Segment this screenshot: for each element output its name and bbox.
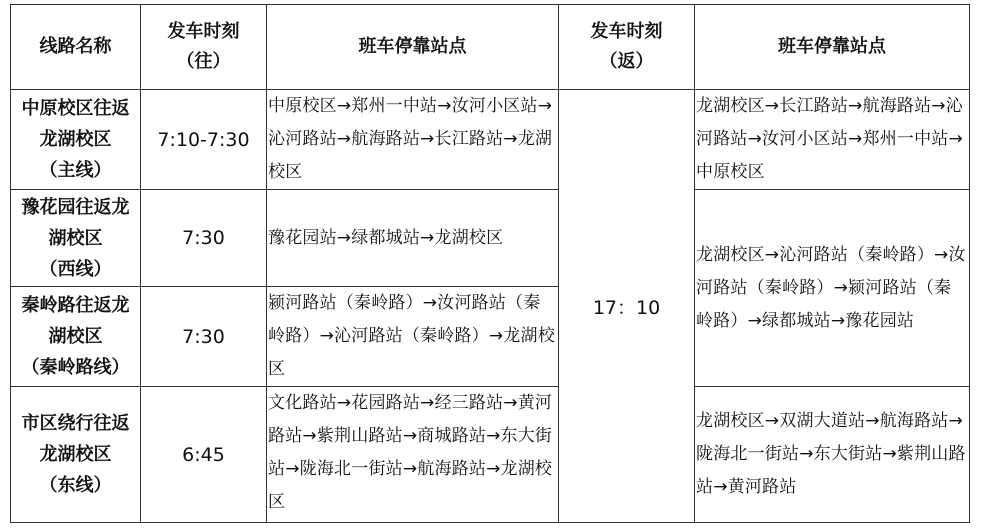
route-name-line: （东线）	[39, 475, 112, 496]
header-stops-out: 班车停靠站点	[267, 5, 559, 90]
route-name-line: 秦岭路往返龙	[21, 295, 130, 316]
stops-back-cell: 龙湖校区→沁河路站（秦岭路）→汝河路站（秦岭路）→颍河路站（秦岭路）→绿都城站→豫花园站	[695, 190, 970, 387]
stops-back-cell: 龙湖校区→长江路站→航海路站→沁河路站→汝河小区站→郑州一中站→中原校区	[695, 90, 970, 190]
route-name-line: 龙湖校区	[39, 444, 112, 465]
depart-out-cell: 7:30	[141, 287, 267, 387]
stops-out-cell: 中原校区→郑州一中站→汝河小区站→沁河路站→航海路站→长江路站→龙湖校区	[267, 90, 559, 190]
route-name-line: 龙湖校区	[39, 129, 112, 150]
header-route-name: 线路名称	[11, 5, 141, 90]
depart-out-cell: 6:45	[141, 387, 267, 523]
bus-schedule-table	[10, 4, 970, 523]
route-name-cell	[11, 287, 141, 387]
header-stops-back: 班车停靠站点	[695, 5, 970, 90]
header-depart-out-line2: （往）	[176, 51, 231, 72]
route-name-line: （秦岭路线）	[21, 357, 130, 378]
route-name-line: 湖校区	[48, 227, 103, 249]
route-name-line: （主线）	[39, 160, 112, 181]
depart-out-cell: 7:30	[141, 190, 267, 287]
route-name-line: （西线）	[39, 258, 112, 280]
route-name-line: 市区绕行往返	[21, 413, 130, 434]
stops-out-cell: 文化路站→花园路站→经三路站→黄河路站→紫荆山路站→商城路站→东大街站→陇海北一街站→航海路站→龙湖校区	[267, 387, 559, 523]
route-name-cell	[11, 387, 141, 523]
header-row	[11, 5, 970, 90]
return-time-cell: 17：10	[559, 90, 695, 523]
route-name-cell	[11, 90, 141, 190]
depart-out-cell: 7:10-7:30	[141, 90, 267, 190]
route-name-line: 中原校区往返	[21, 98, 130, 119]
header-depart-out-line1: 发车时刻	[167, 21, 240, 42]
stops-out-cell: 豫花园站→绿都城站→龙湖校区	[267, 190, 559, 287]
route-name-cell	[11, 190, 141, 287]
header-depart-back	[559, 5, 695, 90]
stops-out-cell: 颍河路站（秦岭路）→汝河路站（秦岭路）→沁河路站（秦岭路）→龙湖校区	[267, 287, 559, 387]
header-depart-back-line1: 发车时刻	[590, 21, 663, 42]
table-row	[11, 90, 970, 190]
route-name-line: 豫花园往返龙	[21, 196, 130, 218]
route-name-line: 湖校区	[48, 326, 103, 347]
header-depart-back-line2: （返）	[599, 51, 654, 72]
table-row	[11, 190, 970, 287]
stops-back-cell: 龙湖校区→双湖大道站→航海路站→陇海北一街站→东大街站→紫荆山路站→黄河路站	[695, 387, 970, 523]
table-row	[11, 387, 970, 523]
header-depart-out	[141, 5, 267, 90]
